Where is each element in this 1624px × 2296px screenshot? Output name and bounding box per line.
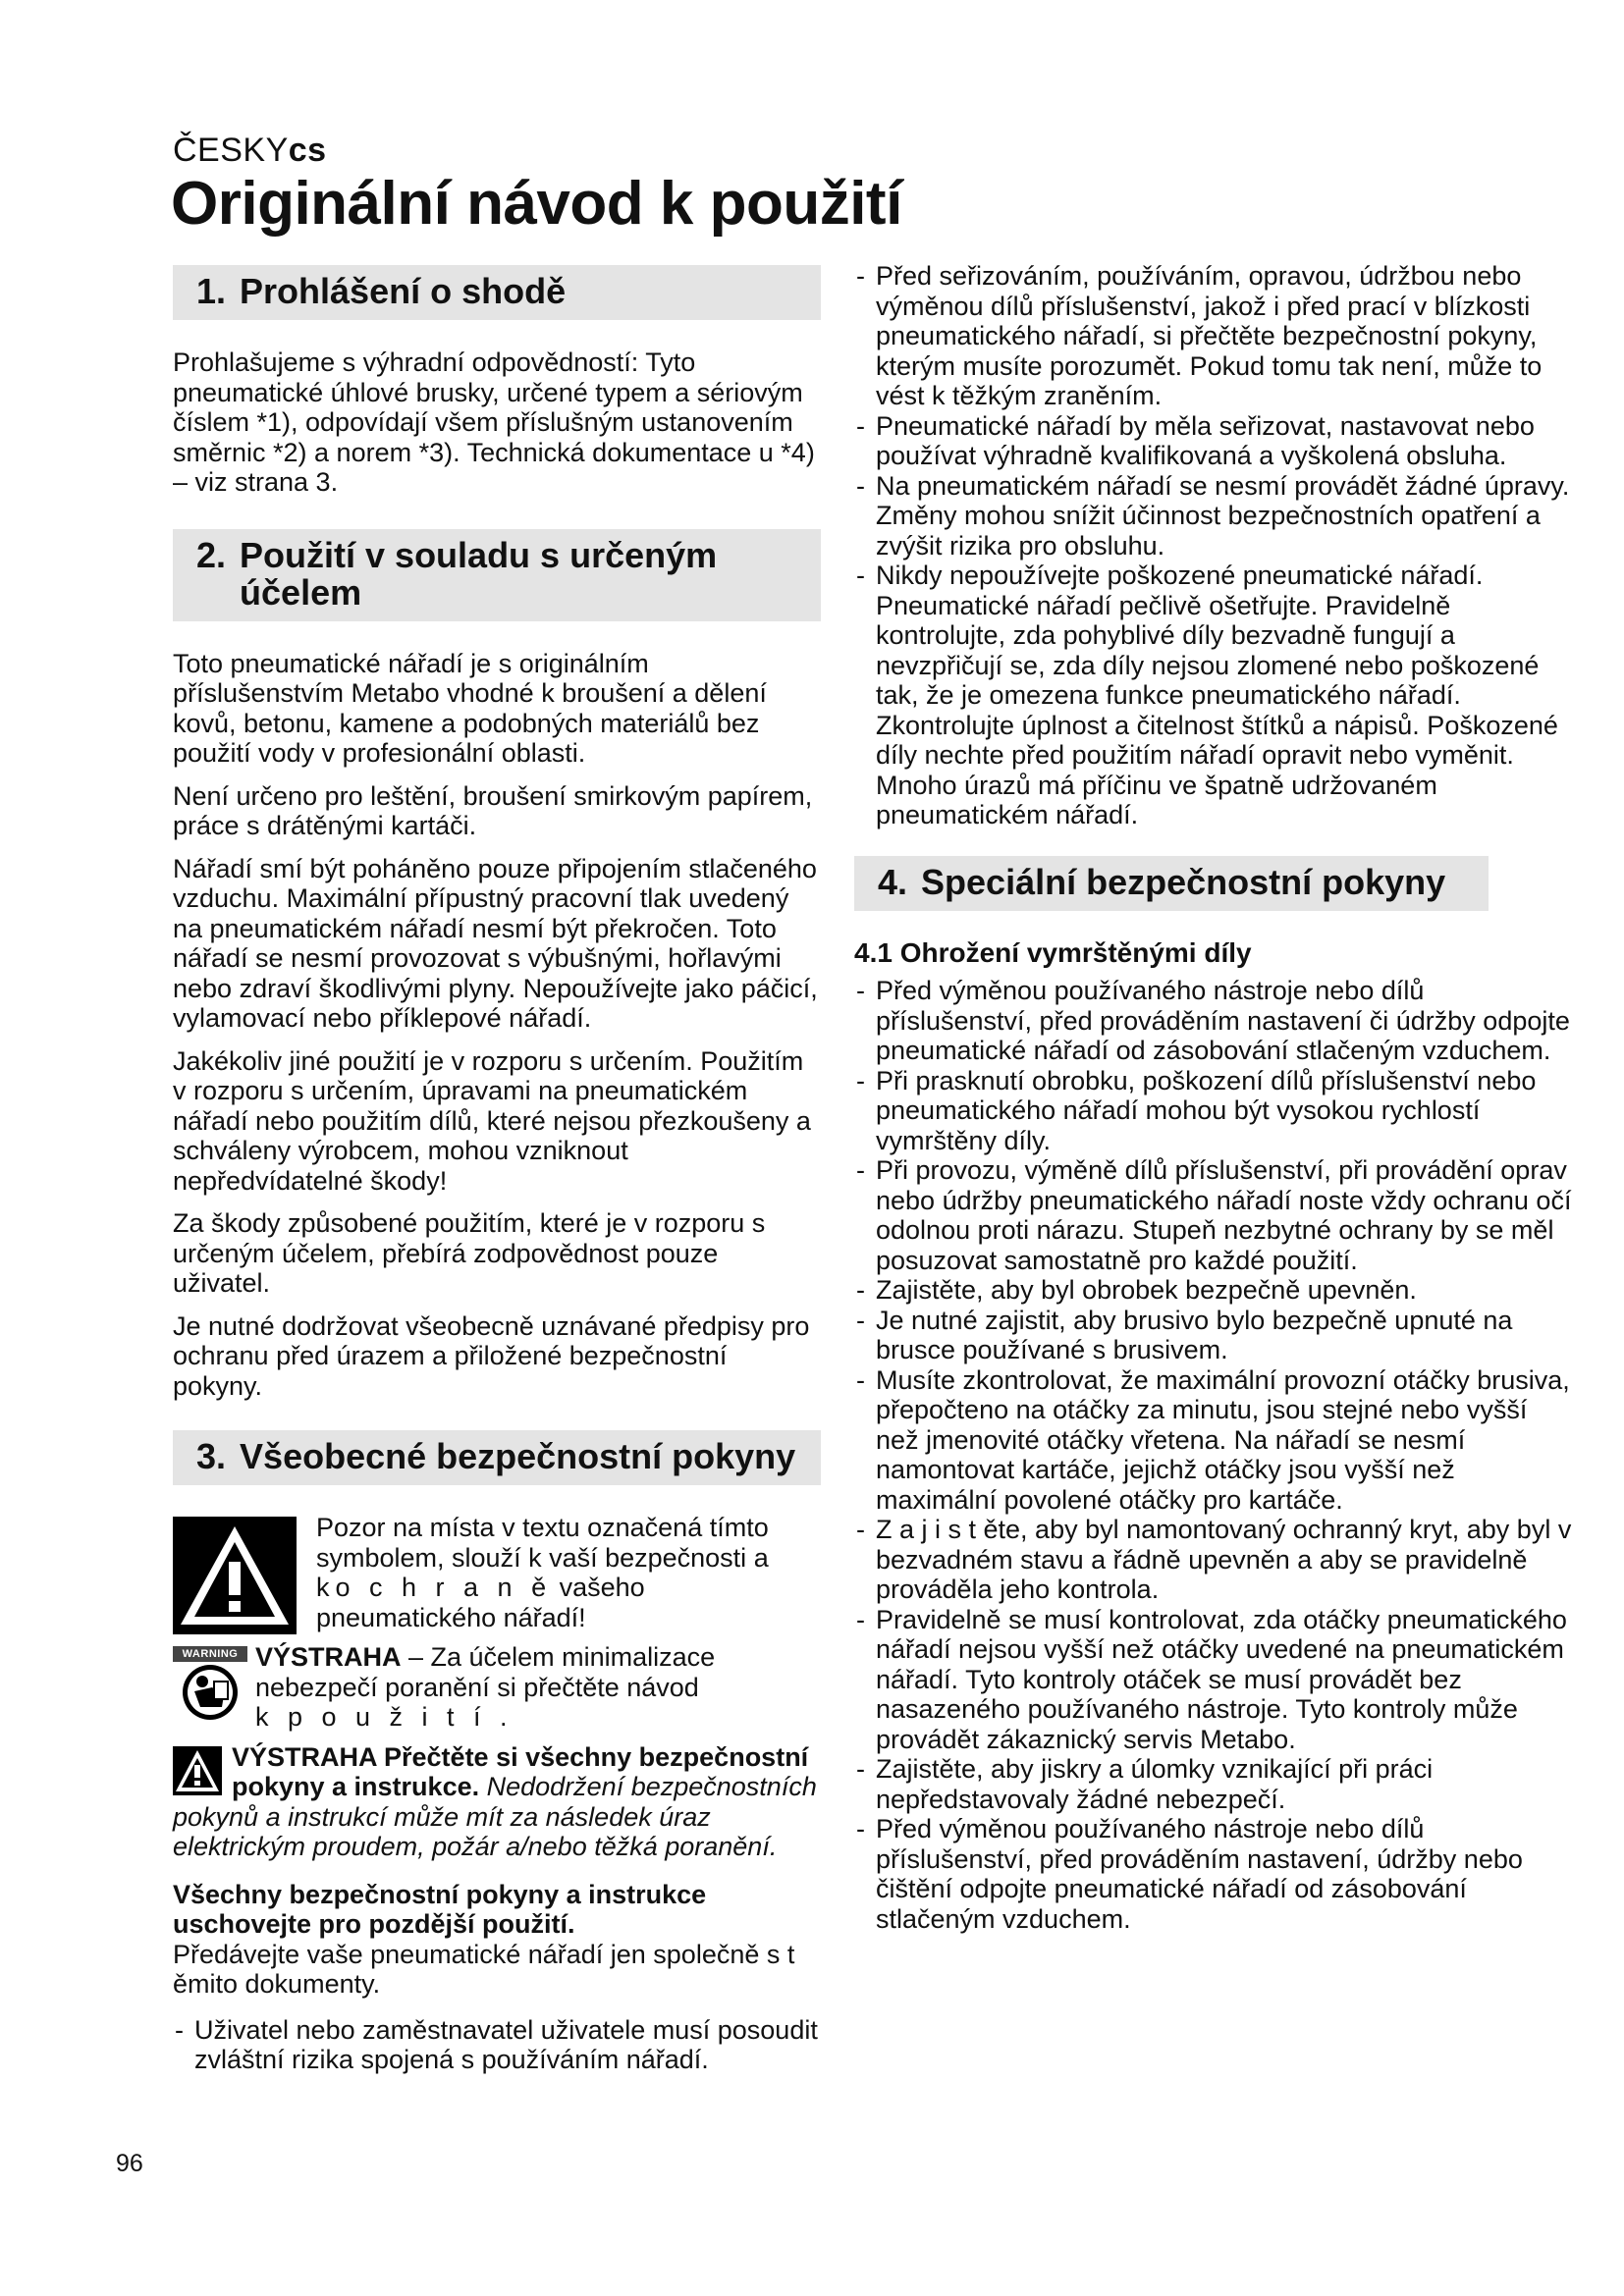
section-3-number: 3. [196, 1436, 227, 1476]
read-all-warning [173, 1742, 821, 1862]
attention-symbol-block [173, 1513, 821, 1634]
attention-text-a: Pozor na místa v textu označená tímto symbolem, slouží k vaší bezpečnosti [316, 1513, 769, 1573]
list-item: - Uživatel nebo zaměstnavatel uživatele musí posoudit zvláštní rizika spojená s používáním nářadí. [173, 2015, 821, 2075]
list-item: - Je nutné zajistit, aby brusivo bylo bezpečně upnuté na brusce používané s brusivem. [854, 1306, 1577, 1365]
warning-label: WARNING [173, 1646, 247, 1662]
language-name: ČESKY [173, 132, 289, 169]
attention-symbol-text [316, 1513, 821, 1634]
list-item: - Z a j i s t ěte, aby byl namontovaný ochranný kryt, aby byl v bezvadném stavu a řádně upevněn a aby se pravidelně prováděla jeho kontrola. [854, 1515, 1577, 1605]
section-4-title: Speciální bezpečnostní pokyny [921, 861, 1446, 902]
section-4-number: 4. [878, 861, 908, 902]
section-1-number: 1. [196, 271, 227, 311]
section-2-paragraph-2: Není určeno pro leštění, broušení smirkovým papírem, práce s drátěnými kartáči. [173, 780, 813, 840]
section-4-list [854, 976, 1577, 1934]
list-item: - Pneumatické nářadí by měla seřizovat, nastavovat nebo používat výhradně kvalifikovaná a vyškolená obsluha. [854, 411, 1577, 471]
section-2-paragraph-4: Jakékoliv jiné použití je v rozporu s určením. Použitím v rozporu s určením, úpravami na pneumatickém nářadí nebo použitím dílů, které nejsou přezkoušeny a schváleny výrobcem, mohou vzniknout nepředvídatelné škody! [173, 1045, 811, 1196]
section-2-title: Použití v souladu s určeným účelem [240, 534, 718, 613]
list-item: - Nikdy nepoužívejte poškozené pneumatické nářadí. Pneumatické nářadí pečlivě ošetřujte. Pravidelně kontrolujte, zda pohyblivé díly bezvadně fungují a nevzpřičují se, zda díly nejsou zlomené nebo poškozené tak, že je omezena funkce pneumatického nářadí. Zkontrolujte úplnost a čitelnost štítků a nápisů. Poškozené díly nechte před použitím nářadí opravit nebo vyměnit. Mnoho úrazů má příčinu ve špatně udržovaném pneumatickém nářadí. [854, 561, 1577, 830]
small-warning-triangle-icon [173, 1746, 222, 1795]
section-3-right-list [854, 261, 1577, 830]
read-manual-icon [173, 1646, 247, 1723]
warning-triangle-icon [173, 1517, 297, 1634]
read-manual-warning [173, 1642, 821, 1733]
read-manual-text [255, 1642, 821, 1733]
keep-instructions-bold: Všechny bezpečnostní pokyny a instrukce uschovejte pro pozdější použití. [173, 1879, 707, 1939]
section-4-heading [854, 856, 1489, 911]
section-2-paragraph-1: Toto pneumatické nářadí je s originálním příslušenstvím Metabo vhodné k broušení a dělení kovů, betonu, kamene a podobných materiálů bez použití vody v profesionální oblasti. [173, 648, 767, 768]
list-item: - Při prasknutí obrobku, poškození dílů příslušenství nebo pneumatického nářadí mohou být vysokou rychlostí vymrštěny díly. [854, 1066, 1577, 1156]
list-item: - Musíte zkontrolovat, že maximální provozní otáčky brusiva, přepočteno na otáčky za minutu, jsou stejné nebo vyšší než jmenovité otáčky vřetena. Na nářadí se nesmí namontovat kartáče, jejichž otáčky jsou vyšší než maximální povolené otáčky pro kartáče. [854, 1365, 1577, 1516]
section-1-title: Prohlášení o shodě [240, 271, 567, 311]
section-3-heading [173, 1430, 821, 1485]
left-column [173, 265, 821, 2087]
language-label [173, 132, 327, 170]
section-1-heading [173, 265, 821, 320]
warning-1-spaced: k p o u ž i t í . [255, 1702, 514, 1732]
warning-1-text: – Za účelem minimalizace nebezpečí poranění si přečtěte návod [255, 1642, 716, 1702]
warning-1-bold: VÝSTRAHA [255, 1642, 402, 1672]
section-2-number: 2. [196, 534, 227, 575]
keep-instructions [173, 1880, 821, 2000]
list-item: - Na pneumatickém nářadí se nesmí provádět žádné úpravy. Změny mohou snížit účinnost bezpečnostních opatření a zvýšit rizika pro obsluhu. [854, 471, 1577, 561]
section-3-title: Všeobecné bezpečnostní pokyny [240, 1436, 796, 1476]
warning-2-bold: VÝSTRAHA Přečtěte si všechny bezpečnostní pokyny a instrukce. [232, 1741, 809, 1801]
list-item: - Zajistěte, aby jiskry a úlomky vznikající při práci nepředstavovaly žádné nebezpečí. [854, 1754, 1577, 1814]
section-3-left-list [173, 2015, 821, 2075]
page-number: 96 [116, 2150, 143, 2177]
page-title: Originální návod k použití [171, 170, 902, 238]
list-item: - Před seřizováním, používáním, opravou, údržbou nebo výměnou dílů příslušenství, jakož i před prací v blízkosti pneumatického nářadí, si přečtěte bezpečnostní pokyny, kterým musíte porozumět. Pokud tomu tak není, může to vést k těžkým zraněním. [854, 261, 1577, 411]
section-1-paragraph: Prohlašujeme s výhradní odpovědností: Tyto pneumatické úhlové brusky, určené typem a sériovým číslem *1), odpovídají všem příslušným ustanovením směrnic *2) a norem *3). Technická dokumentace u *4) – viz strana 3. [173, 347, 815, 497]
list-item: - Před výměnou používaného nástroje nebo dílů příslušenství, před prováděním nastavení, údržby nebo čištění odpojte pneumatické nářadí od zásobování stlačeným vzduchem. [854, 1814, 1577, 1934]
right-column [854, 261, 1577, 1946]
list-item: - Před výměnou používaného nástroje nebo dílů příslušenství, před prováděním nastavení či údržby odpojte pneumatické nářadí od zásobování stlačeným vzduchem. [854, 976, 1577, 1066]
attention-text-spaced: a ko c h r a n ě [316, 1542, 775, 1602]
keep-instructions-text: Předávejte vaše pneumatické nářadí jen společně s t ěmito dokumenty. [173, 1939, 795, 1999]
section-2-heading [173, 529, 821, 621]
language-code: cs [288, 132, 327, 169]
section-2-paragraph-6: Je nutné dodržovat všeobecně uznávané předpisy pro ochranu před úrazem a přiložené bezpečnostní pokyny. [173, 1310, 810, 1401]
attention-text-b: vašeho pneumatického nářadí! [316, 1573, 645, 1632]
subsection-4-1-title: 4.1 Ohrožení vymrštěnými díly [854, 936, 1252, 968]
list-item: - Při provozu, výměně dílů příslušenství, při provádění oprav nebo údržby pneumatického nářadí noste vždy ochranu očí odolnou proti nárazu. Stupeň nezbytné ochrany by se měl posuzovat samostatně pro každé použití. [854, 1155, 1577, 1275]
warning-2-italic: Nedodržení bezpečnostních pokynů a instrukcí může mít za následek úraz elektrickým proudem, požár a/nebo těžká poranění. [173, 1772, 817, 1861]
list-item: - Zajistěte, aby byl obrobek bezpečně upevněn. [854, 1275, 1577, 1306]
section-2-paragraph-3: Nářadí smí být poháněno pouze připojením stlačeného vzduchu. Maximální přípustný pracovní tlak uvedený na pneumatickém nářadí nesmí být překročen. Toto nářadí se nesmí provozovat s výbušnými, hořlavými nebo zdraví škodlivými plyny. Nepoužívejte jako páčicí, vylamovací nebo příklepové nářadí. [173, 853, 818, 1033]
list-item: - Pravidelně se musí kontrolovat, zda otáčky pneumatického nářadí nejsou vyšší než otáčky uvedené na pneumatickém nářadí. Tyto kontroly otáček se musí provádět bez nasazeného používaného nástroje. Tyto kontroly může provádět zákaznický servis Metabo. [854, 1605, 1577, 1755]
section-2-paragraph-5: Za škody způsobené použitím, které je v rozporu s určeným účelem, přebírá zodpovědnost pouze uživatel. [173, 1208, 766, 1298]
